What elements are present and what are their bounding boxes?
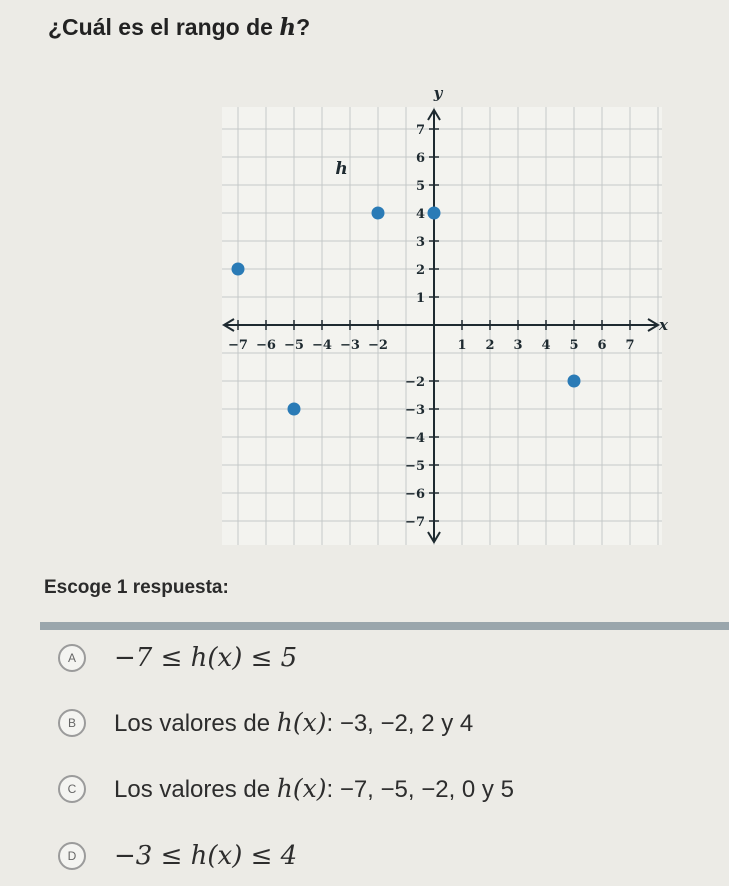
x-tick-label: 4 [541, 338, 551, 353]
y-tick-label: −2 [405, 375, 425, 390]
y-tick-label: 7 [415, 123, 425, 138]
x-tick-label: −6 [256, 338, 276, 353]
data-point [288, 403, 301, 416]
option-c-radio[interactable]: C [58, 775, 86, 803]
option-c-text [114, 774, 514, 804]
x-tick-label: −2 [368, 338, 388, 353]
y-tick-label: −3 [405, 403, 425, 418]
function-label: h [335, 158, 348, 179]
option-c-math: h(x) [276, 774, 327, 803]
y-tick-label: 6 [415, 151, 425, 166]
option-b-radio[interactable]: B [58, 709, 86, 737]
option-c[interactable] [58, 769, 658, 809]
question-text [48, 14, 310, 41]
y-tick-label: −4 [405, 431, 425, 446]
x-tick-label: 7 [625, 338, 635, 353]
option-b-math: h(x) [276, 708, 327, 737]
data-point [428, 207, 441, 220]
option-b-suffix: : −3, −2, 2 y 4 [326, 710, 474, 737]
data-point [372, 207, 385, 220]
option-b-prefix: Los valores de [114, 710, 271, 737]
x-tick-label: −3 [340, 338, 360, 353]
y-axis-label: y [433, 84, 443, 102]
x-tick-label: −7 [228, 338, 248, 353]
x-axis-label: x [659, 316, 668, 334]
y-tick-label: 3 [415, 235, 425, 250]
x-tick-label: 3 [513, 338, 523, 353]
option-a-text: −7 ≤ h(x) ≤ 5 [114, 643, 298, 673]
question-prefix: ¿Cuál es el rango de [48, 14, 273, 40]
question-suffix: ? [296, 14, 311, 40]
y-tick-label: 5 [415, 179, 425, 194]
option-b[interactable] [58, 703, 658, 743]
question-var: h [279, 14, 297, 41]
instructions: Escoge 1 respuesta: [44, 577, 229, 598]
x-tick-label: 2 [485, 338, 495, 353]
coordinate-graph [212, 80, 672, 550]
option-d-text: −3 ≤ h(x) ≤ 4 [114, 841, 298, 871]
option-b-text [114, 708, 473, 738]
divider [40, 622, 729, 630]
y-tick-label: −5 [405, 459, 425, 474]
option-d-radio[interactable]: D [58, 842, 86, 870]
x-tick-label: −5 [284, 338, 304, 353]
option-a[interactable] [58, 638, 658, 678]
data-point [568, 375, 581, 388]
x-tick-label: 1 [457, 338, 467, 353]
x-tick-label: −4 [312, 338, 332, 353]
y-tick-label: 2 [415, 263, 425, 278]
option-d[interactable] [58, 836, 658, 876]
y-tick-label: 1 [415, 291, 425, 306]
data-point [232, 263, 245, 276]
option-c-suffix: : −7, −5, −2, 0 y 5 [326, 776, 514, 803]
x-tick-label: 6 [597, 338, 607, 353]
option-a-radio[interactable]: A [58, 644, 86, 672]
y-tick-label: −7 [405, 515, 425, 530]
option-c-prefix: Los valores de [114, 776, 271, 803]
x-tick-label: 5 [569, 338, 579, 353]
y-tick-label: 4 [415, 207, 425, 222]
y-tick-label: −6 [405, 487, 425, 502]
